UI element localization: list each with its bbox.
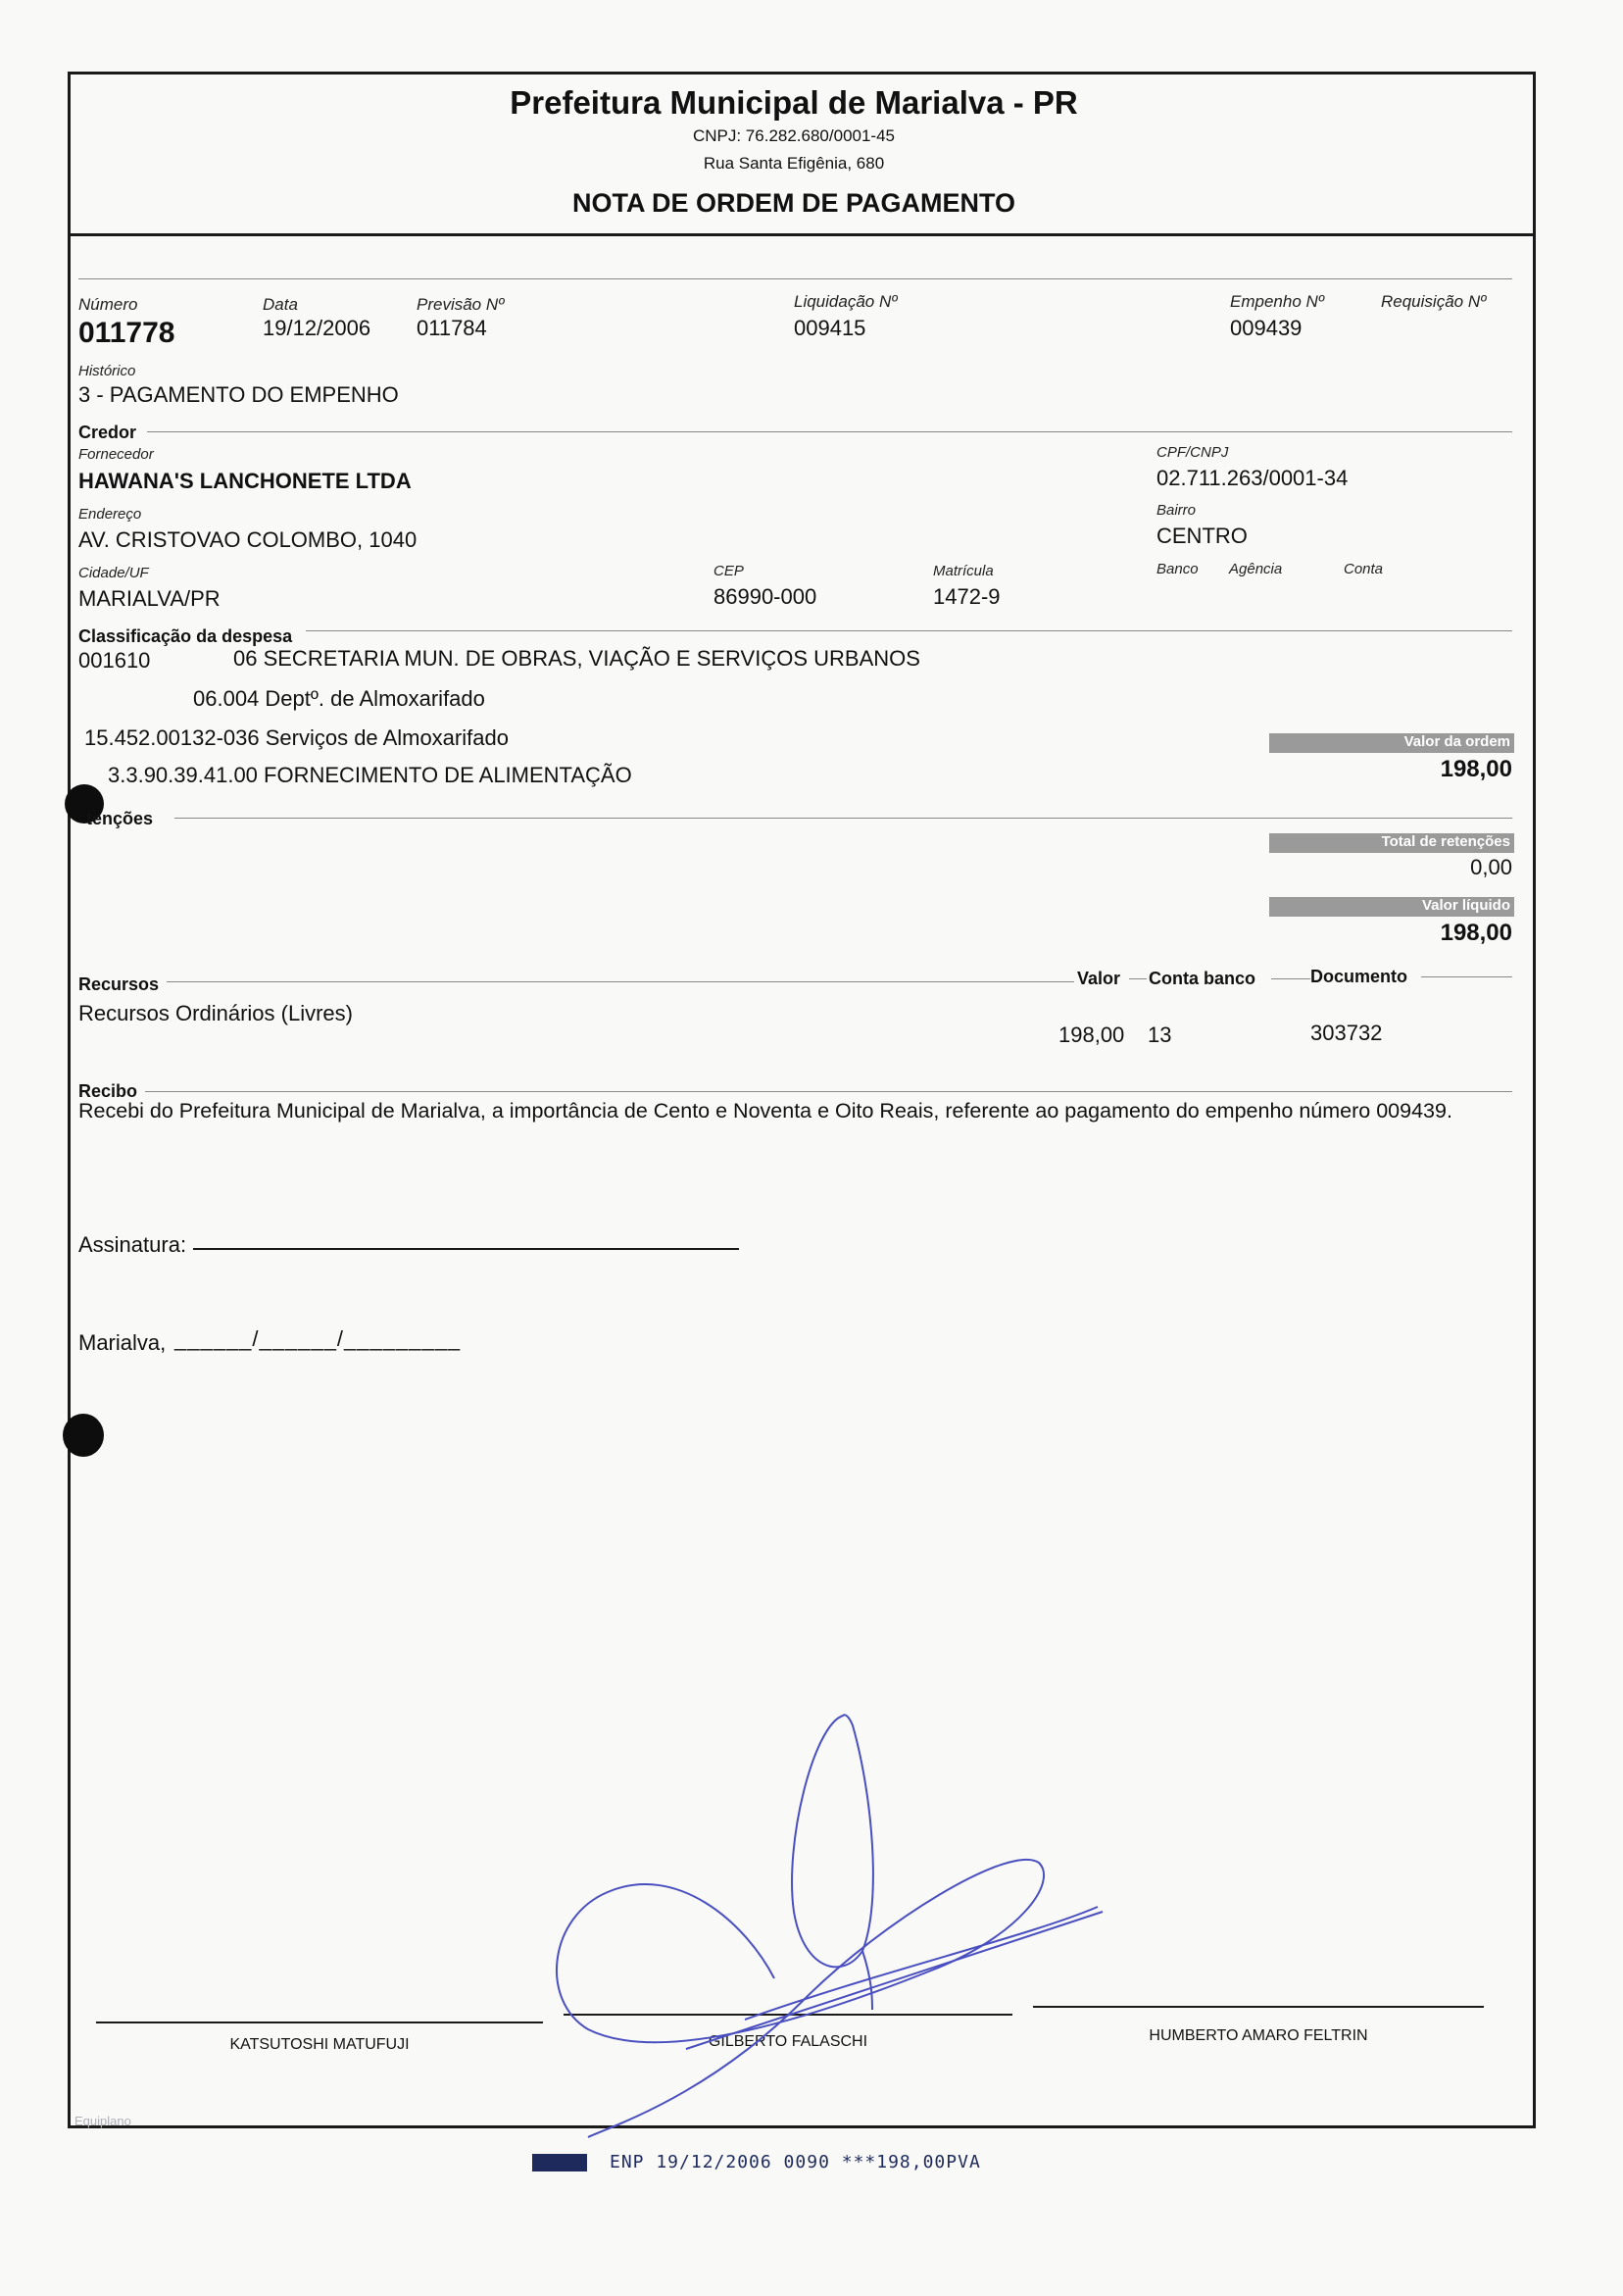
cidade-label: Cidade/UF (78, 565, 149, 581)
recursos-conta-label: Conta banco (1149, 969, 1256, 988)
liquidacao-value: 009415 (794, 316, 866, 340)
bairro-value: CENTRO (1156, 524, 1248, 548)
recursos-valor-label: Valor (1077, 969, 1121, 988)
recibo-text: Recebi do Prefeitura Municipal de Marialva, a importância de Cento e Noventa e Oito Reais, referente ao pagamento do empenho número 009439. (78, 1099, 1452, 1123)
cpf-cnpj-value: 02.711.263/0001-34 (1156, 466, 1349, 490)
header-address: Rua Santa Efigênia, 680 (703, 154, 885, 173)
cidade-value: MARIALVA/PR (78, 586, 221, 611)
cep-value: 86990-000 (713, 584, 817, 609)
bairro-label: Bairro (1156, 502, 1197, 519)
signatory-3: HUMBERTO AMARO FELTRIN (1149, 2027, 1368, 2044)
classificacao-line2: 06.004 Deptº. de Almoxarifado (193, 686, 485, 711)
credor-section-title: Credor (78, 423, 137, 442)
agencia-label: Agência (1229, 561, 1283, 577)
historico-value: 3 - PAGAMENTO DO EMPENHO (78, 382, 399, 407)
data-value: 19/12/2006 (263, 316, 371, 340)
recibo-section-title: Recibo (78, 1081, 138, 1101)
empenho-label: Empenho Nº (1230, 292, 1324, 311)
recursos-documento: 303732 (1310, 1021, 1383, 1045)
total-retencoes-value: 0,00 (1470, 855, 1512, 879)
total-retencoes-label: Total de retenções (1381, 833, 1510, 850)
previsao-value: 011784 (417, 316, 487, 340)
page-title: Prefeitura Municipal de Marialva - PR (510, 84, 1078, 121)
classificacao-code: 001610 (78, 648, 151, 673)
banco-label: Banco (1156, 561, 1199, 577)
recursos-documento-label: Documento (1310, 967, 1407, 986)
date-blank: ______/______/_________ (174, 1326, 462, 1351)
recursos-conta: 13 (1148, 1023, 1172, 1047)
brand-footer: Equiplano (74, 2114, 131, 2128)
endereco-value: AV. CRISTOVAO COLOMBO, 1040 (78, 527, 418, 552)
recursos-valor: 198,00 (1058, 1023, 1125, 1047)
valor-ordem-value: 198,00 (1440, 756, 1512, 782)
fornecedor-label: Fornecedor (78, 446, 154, 463)
recursos-descricao: Recursos Ordinários (Livres) (78, 1001, 353, 1025)
signatory-2: GILBERTO FALASCHI (708, 2033, 868, 2050)
local-label: Marialva, (78, 1330, 167, 1355)
valor-liquido-label: Valor líquido (1421, 897, 1510, 914)
cpf-cnpj-label: CPF/CNPJ (1156, 444, 1229, 461)
numero-label: Número (78, 295, 138, 314)
numero-value: 011778 (78, 317, 175, 349)
signatory-1: KATSUTOSHI MATUFUJI (229, 2036, 410, 2053)
bank-stamp: ENP 19/12/2006 0090 ***198,00PVA (610, 2152, 981, 2172)
matricula-value: 1472-9 (933, 584, 1001, 609)
conta-label: Conta (1344, 561, 1384, 577)
classificacao-line3: 15.452.00132-036 Serviços de Almoxarifado (84, 725, 509, 750)
valor-ordem-label: Valor da ordem (1403, 733, 1510, 750)
classificacao-line4: 3.3.90.39.41.00 FORNECIMENTO DE ALIMENTAÇÃO (108, 763, 632, 787)
previsao-label: Previsão Nº (417, 295, 505, 314)
assinatura-label: Assinatura: (78, 1232, 187, 1257)
cep-label: CEP (713, 563, 744, 579)
retencoes-section-title: tenções (86, 809, 154, 828)
data-label: Data (263, 295, 298, 314)
document-title: NOTA DE ORDEM DE PAGAMENTO (571, 188, 1015, 218)
matricula-label: Matrícula (933, 563, 994, 579)
requisicao-label: Requisição Nº (1381, 292, 1487, 311)
historico-label: Histórico (78, 363, 136, 379)
valor-liquido-value: 198,00 (1440, 920, 1512, 946)
endereco-label: Endereço (78, 506, 142, 523)
empenho-value: 009439 (1230, 316, 1303, 340)
classificacao-section-title: Classificação da despesa (78, 626, 293, 646)
header-cnpj: CNPJ: 76.282.680/0001-45 (692, 126, 896, 145)
recursos-section-title: Recursos (78, 974, 160, 994)
classificacao-line1: 06 SECRETARIA MUN. DE OBRAS, VIAÇÃO E SERVIÇOS URBANOS (233, 646, 920, 671)
stamp-logo (532, 2154, 587, 2171)
fornecedor-value: HAWANA'S LANCHONETE LTDA (78, 469, 412, 493)
liquidacao-label: Liquidação Nº (794, 292, 898, 311)
